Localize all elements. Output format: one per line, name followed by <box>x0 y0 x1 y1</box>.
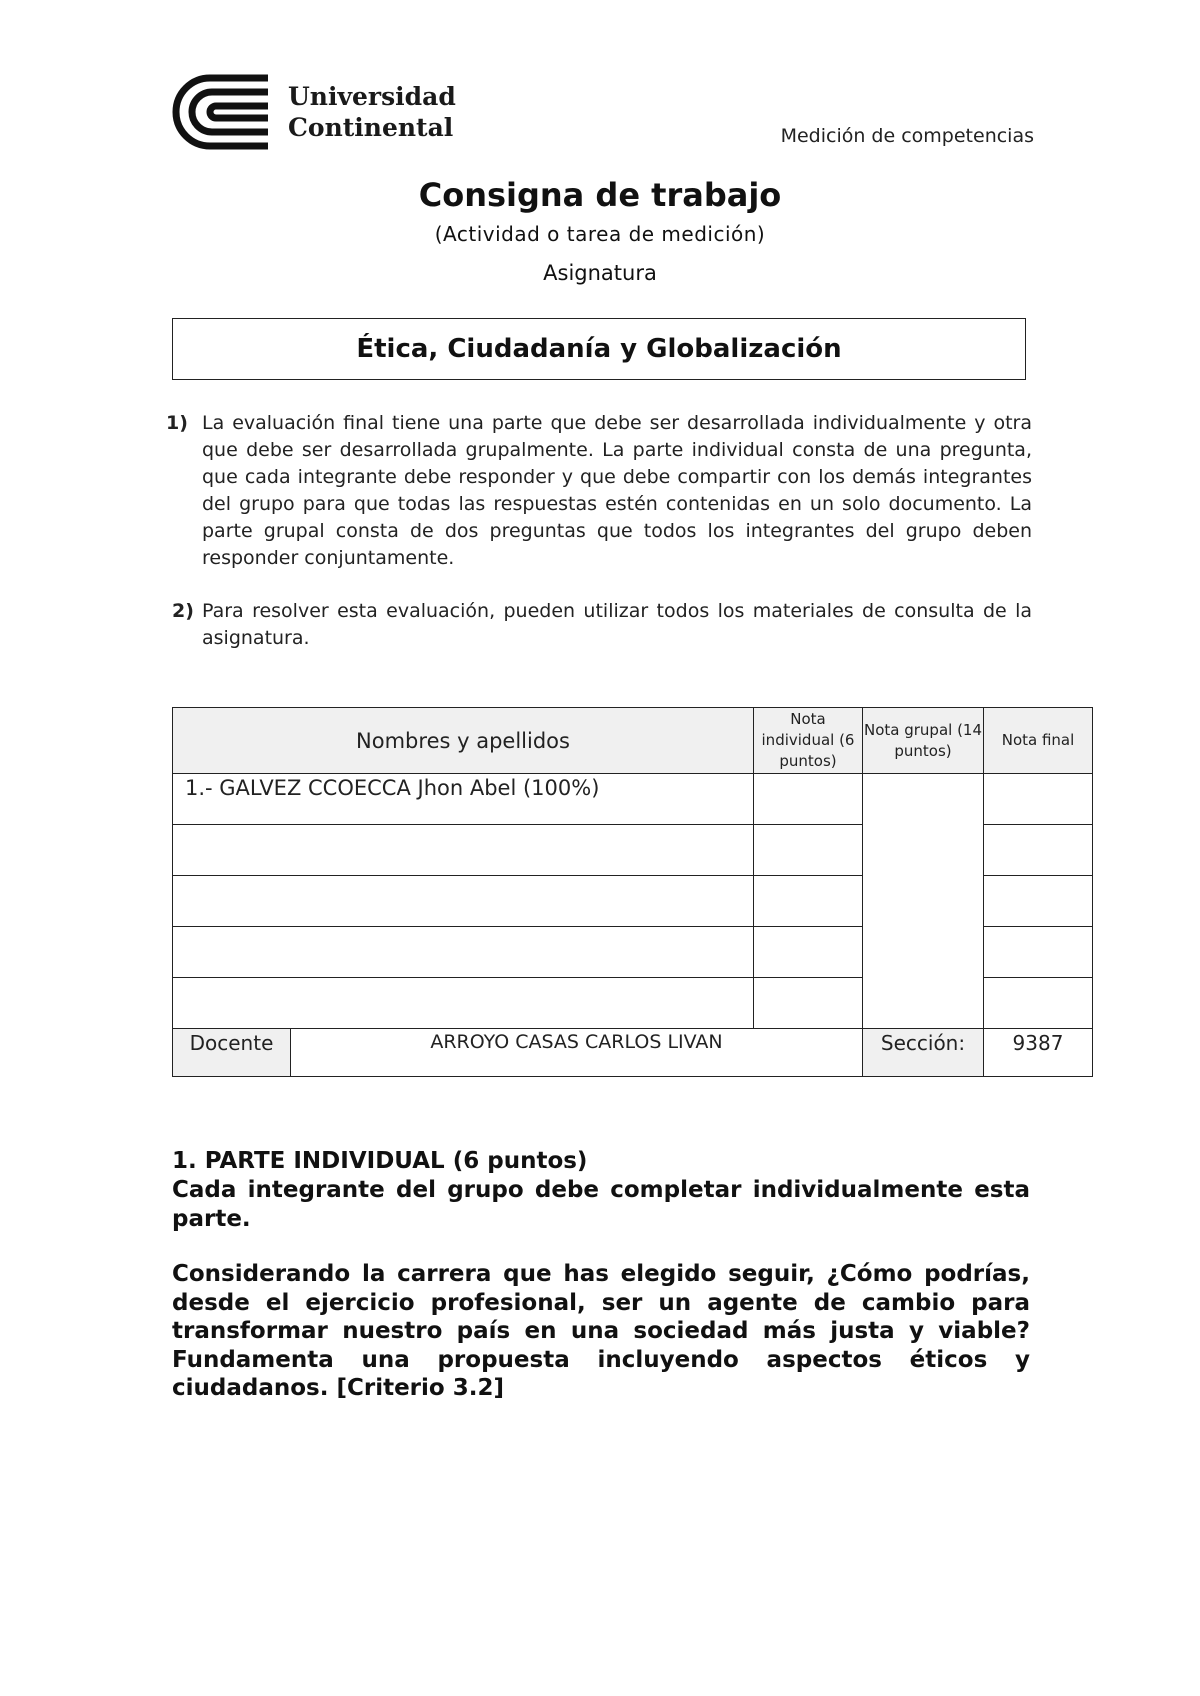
part-individual-question: Considerando la carrera que has elegido seguir, ¿Cómo podrías, desde el ejercicio profesional, ser un agente de cambio para transformar nuestro país en una sociedad más justa y viable? Fundamenta una propuesta incluyendo aspectos éticos y ciudadanos. [Criterio 3.2] <box>172 1261 1030 1401</box>
instruction-text: Para resolver esta evaluación, pueden utilizar todos los materiales de consulta de la asignatura. <box>202 600 1032 649</box>
seccion-value: 9387 <box>984 1029 1093 1077</box>
student-name-cell[interactable] <box>173 927 754 978</box>
instruction-number: 1) <box>166 412 188 434</box>
nota-final-cell[interactable] <box>984 774 1093 825</box>
university-logo <box>172 74 456 150</box>
seccion-label: Sección: <box>863 1029 984 1077</box>
instruction-text: La evaluación final tiene una parte que debe ser desarrollada individualmente y otra que debe ser desarrollada grupalmente. La parte individual consta de una pregunta, que cada integrante debe responder y que debe compartir con los demás integrantes del grupo para que todas las respuestas estén contenidas en un solo documento. La parte grupal consta de dos preguntas que todos los integrantes del grupo deben responder conjuntamente. <box>202 412 1032 569</box>
nota-final-cell[interactable] <box>984 927 1093 978</box>
nota-final-cell[interactable] <box>984 825 1093 876</box>
nota-individual-cell[interactable] <box>754 876 863 927</box>
logo-wordmark <box>288 81 456 143</box>
nota-grupal-cell[interactable] <box>863 774 984 1029</box>
student-name-cell[interactable] <box>173 825 754 876</box>
logo-line-2: Continental <box>288 113 454 142</box>
asignatura-label: Asignatura <box>543 261 657 285</box>
part-individual-instruction: Cada integrante del grupo debe completar individualmente esta parte. <box>172 1177 1030 1232</box>
logo-line-1: Universidad <box>288 82 456 111</box>
student-name-cell[interactable]: 1.- GALVEZ CCOECCA Jhon Abel (100%) <box>173 774 754 825</box>
docente-label: Docente <box>173 1029 291 1077</box>
nota-individual-cell[interactable] <box>754 825 863 876</box>
nota-final-cell[interactable] <box>984 876 1093 927</box>
page-subtitle: (Actividad o tarea de medición) <box>434 222 766 246</box>
nota-individual-cell[interactable] <box>754 774 863 825</box>
nota-individual-cell[interactable] <box>754 978 863 1029</box>
section-label: Medición de competencias <box>780 125 1034 147</box>
course-name: Ética, Ciudadanía y Globalización <box>356 334 842 364</box>
part-individual-heading: 1. PARTE INDIVIDUAL (6 puntos) <box>172 1148 588 1174</box>
nota-individual-cell[interactable] <box>754 927 863 978</box>
table-row <box>173 774 1093 825</box>
docente-name: ARROYO CASAS CARLOS LIVAN <box>291 1029 863 1077</box>
course-name-box <box>172 318 1026 380</box>
table-header-row <box>173 708 1093 774</box>
student-name-cell[interactable] <box>173 876 754 927</box>
grades-table <box>172 707 1093 1077</box>
page-title: Consigna de trabajo <box>418 176 782 214</box>
continental-logo-icon <box>172 74 272 150</box>
nota-final-cell[interactable] <box>984 978 1093 1029</box>
header-nota-final: Nota final <box>984 708 1093 774</box>
docente-row <box>173 1029 1093 1077</box>
header-nota-grupal: Nota grupal (14 puntos) <box>863 708 984 774</box>
header-names: Nombres y apellidos <box>173 708 754 774</box>
student-name-cell[interactable] <box>173 978 754 1029</box>
instruction-2 <box>172 598 1032 652</box>
instruction-1 <box>166 410 1032 572</box>
header-nota-individual: Nota individual (6 puntos) <box>754 708 863 774</box>
instruction-number: 2) <box>172 600 194 622</box>
